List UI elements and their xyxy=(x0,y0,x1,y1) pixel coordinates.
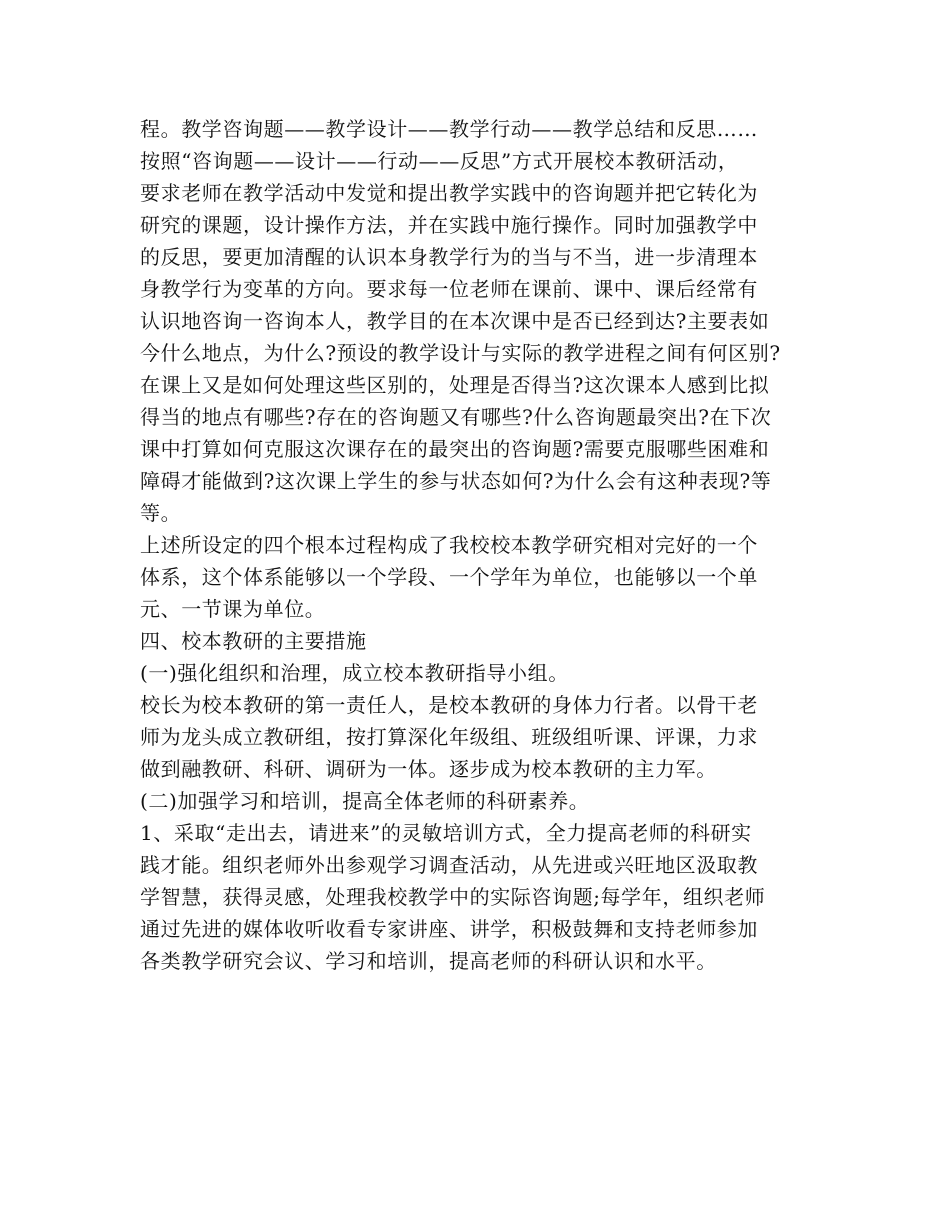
text-line: 程。教学咨询题——教学设计——教学行动——教学总结和反思…… xyxy=(140,117,758,141)
text-line: 通过先进的媒体收听收看专家讲座、讲学，积极鼓舞和支持老师参加 xyxy=(140,917,758,941)
text-line: 得当的地点有哪些?存在的咨询题又有哪些?什么咨询题最突出?在下次 xyxy=(140,405,772,429)
text-line: 等。 xyxy=(140,501,182,525)
document-body xyxy=(140,113,830,977)
text-line: 的反思，要更加清醒的认识本身教学行为的当与不当，进一步清理本 xyxy=(140,245,758,269)
text-line: 障碍才能做到?这次课上学生的参与状态如何?为什么会有这种表现?等 xyxy=(140,469,772,493)
text-line: 认识地咨询一咨询本人，教学目的在本次课中是否已经到达?主要表如 xyxy=(140,309,770,333)
text-line: 在课上又是如何处理这些区别的，处理是否得当?这次课本人感到比拟 xyxy=(140,373,770,397)
text-line: 践才能。组织老师外出参观学习调查活动，从先进或兴旺地区汲取教 xyxy=(140,853,758,877)
text-line: 课中打算如何克服这次课存在的最突出的咨询题?需要克服哪些困难和 xyxy=(140,437,770,461)
text-line: 各类教学研究会议、学习和培训，提高老师的科研认识和水平。 xyxy=(140,949,717,973)
text-line: 要求老师在教学活动中发觉和提出教学实践中的咨询题并把它转化为 xyxy=(140,181,758,205)
text-line: 校长为校本教研的第一责任人，是校本教研的身体力行者。以骨干老 xyxy=(140,693,758,717)
text-line: 做到融教研、科研、调研为一体。逐步成为校本教研的主力军。 xyxy=(140,757,717,781)
text-line: 上述所设定的四个根本过程构成了我校校本教学研究相对完好的一个 xyxy=(140,533,758,557)
text-line: 研究的课题，设计操作方法，并在实践中施行操作。同时加强教学中 xyxy=(140,213,758,237)
text-line: 师为龙头成立教研组，按打算深化年级组、班级组听课、评课，力求 xyxy=(140,725,758,749)
text-line: 今什么地点，为什么?预设的教学设计与实际的教学进程之间有何区别? xyxy=(140,341,781,365)
text-line: 学智慧，获得灵感，处理我校教学中的实际咨询题;每学年，组织老师 xyxy=(140,885,766,909)
text-line: 按照“咨询题——设计——行动——反思”方式开展校本教研活动， xyxy=(140,149,739,173)
section-heading: 四、校本教研的主要措施 xyxy=(140,629,367,653)
subsection-heading: (二)加强学习和培训，提高全体老师的科研素养。 xyxy=(140,789,590,813)
text-line: 1、采取“走出去，请进来”的灵敏培训方式，全力提高老师的科研实 xyxy=(140,821,752,845)
text-line: 体系，这个体系能够以一个学段、一个学年为单位，也能够以一个单 xyxy=(140,565,758,589)
text-line: 身教学行为变革的方向。要求每一位老师在课前、课中、课后经常有 xyxy=(140,277,758,301)
subsection-heading: (一)强化组织和治理，成立校本教研指导小组。 xyxy=(140,661,569,685)
text-line: 元、一节课为单位。 xyxy=(140,597,326,621)
